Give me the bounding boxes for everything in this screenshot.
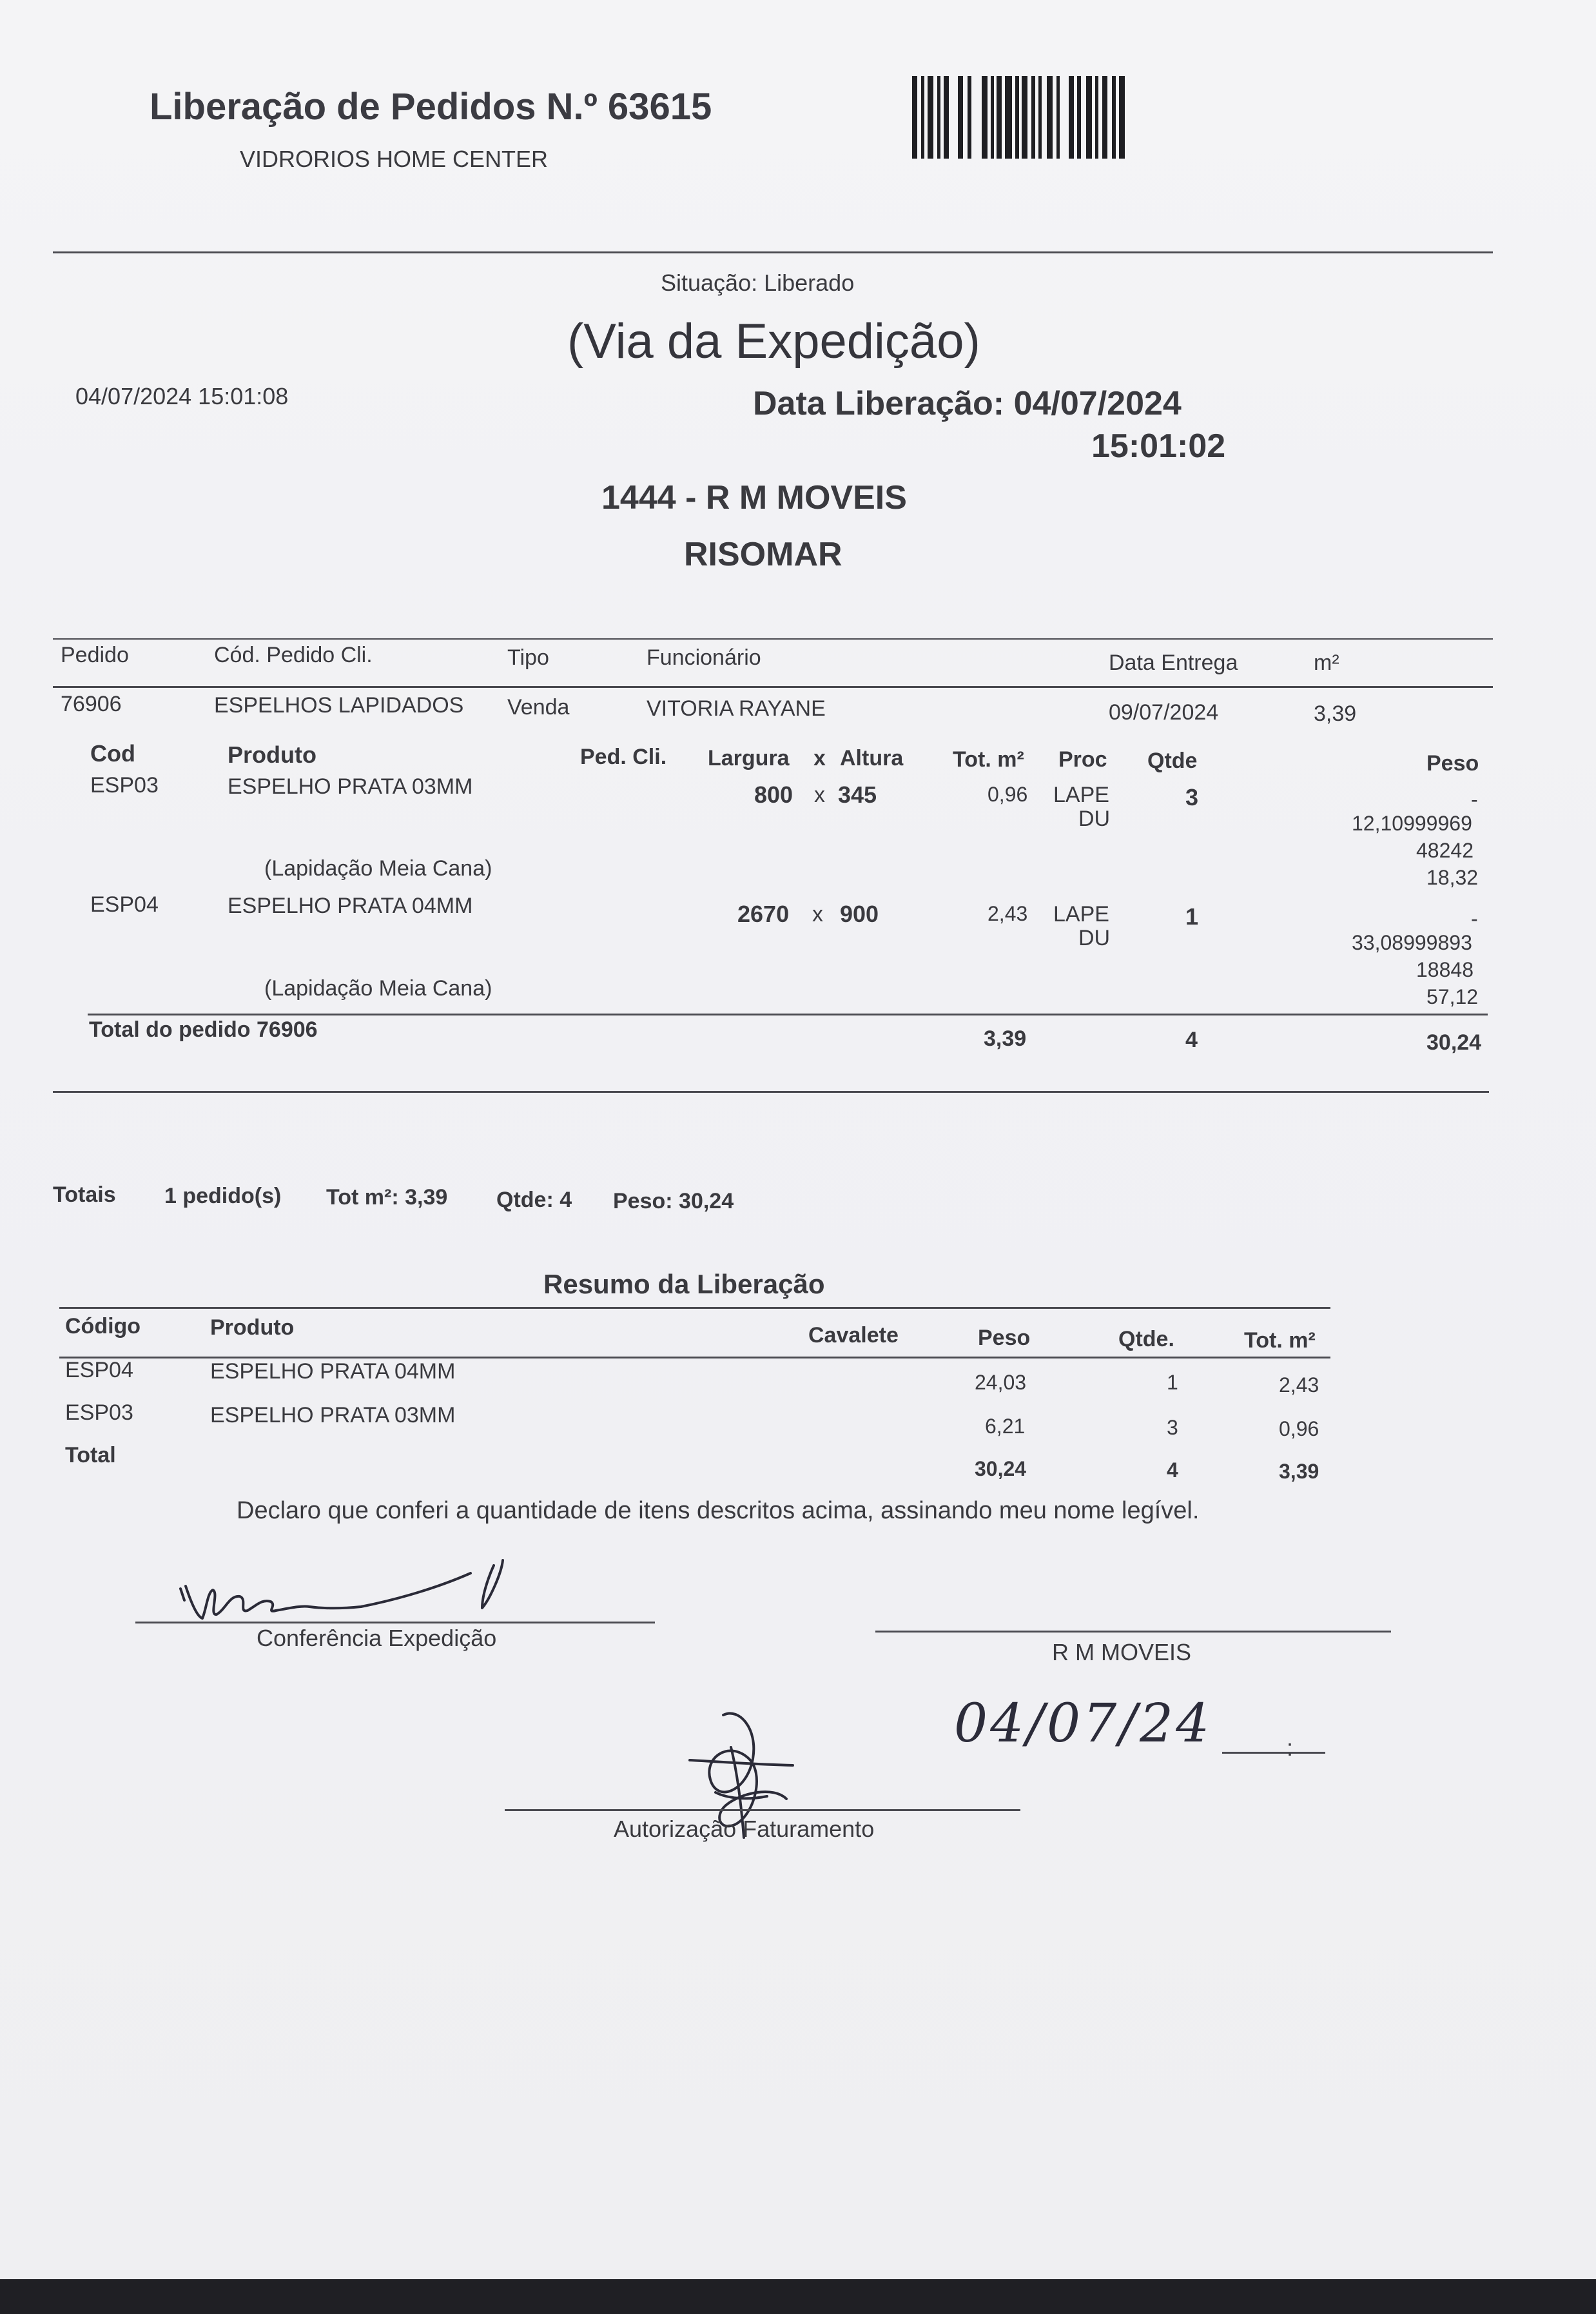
resumo-title: Resumo da Liberação [543,1269,825,1299]
item-proc-2: DU [1078,807,1111,831]
col-data-entrega: Data Entrega [1109,651,1238,675]
totais-m2: Tot m²: 3,39 [326,1185,448,1210]
header-divider [53,251,1493,253]
col-cod: Cod [90,740,135,767]
resumo-col-codigo: Código [65,1314,141,1338]
item-qtde: 1 [1185,903,1199,930]
totais-qtde: Qtde: 4 [496,1188,572,1212]
resumo-peso: 24,03 [975,1371,1027,1394]
items-total-line [88,1014,1488,1015]
pedido-table-top-line [53,638,1493,640]
item-proc: LAPE [1053,783,1109,807]
company-name: VIDRORIOS HOME CENTER [240,146,549,172]
data-liberacao: Data Liberação: 04/07/2024 [753,385,1182,422]
col-produto: Produto [228,741,316,768]
cliente-contato: RISOMAR [684,536,842,573]
pedido-m2: 3,39 [1314,701,1357,726]
resumo-total-peso: 30,24 [975,1457,1027,1480]
resumo-tot-m2: 2,43 [1279,1373,1319,1397]
item-cod: ESP03 [90,773,159,798]
total-pedido-m2: 3,39 [984,1026,1027,1051]
col-peso: Peso [1426,751,1479,776]
conferencia-label: Conferência Expedição [257,1625,497,1651]
cod-pedido-cli: ESPELHOS LAPIDADOS [214,693,464,718]
resumo-top-line [59,1307,1330,1309]
item-cod: ESP04 [90,892,159,917]
hora-liberacao: 15:01:02 [1091,427,1226,465]
item-peso-dash: - [1471,907,1478,930]
resumo-col-produto: Produto [210,1315,295,1340]
resumo-total-m2: 3,39 [1279,1460,1319,1483]
funcionario: VITORIA RAYANE [647,696,826,721]
resumo-produto: ESPELHO PRATA 04MM [210,1359,456,1384]
item-peso: 12,10999969 [1352,812,1472,835]
col-qtde: Qtde [1147,749,1198,773]
cliente-nome: 1444 - R M MOVEIS [601,479,907,516]
conferencia-line [135,1622,655,1623]
item-largura: 800 [754,781,793,808]
total-pedido-label: Total do pedido 76906 [89,1017,318,1042]
totais-peso: Peso: 30,24 [613,1189,734,1213]
item-peso-dash: - [1471,788,1478,811]
autorizacao-label: Autorização Faturamento [614,1816,875,1842]
item-tot-m2: 2,43 [988,902,1028,925]
resumo-total-label: Total [65,1443,116,1467]
situacao-text: Situação: Liberado [661,270,855,296]
col-ped-cli: Ped. Cli. [580,745,667,769]
totais-pedidos: 1 pedido(s) [164,1184,282,1208]
resumo-qtde: 1 [1167,1371,1178,1394]
item-tot-m2: 0,96 [988,783,1028,806]
col-cod-pedido-cli: Cód. Pedido Cli. [214,643,373,667]
autorizacao-line [505,1809,1020,1811]
col-tot-m2: Tot. m² [953,747,1024,772]
resumo-codigo: ESP03 [65,1400,133,1425]
pedido-number: 76906 [61,692,122,716]
col-tipo: Tipo [507,645,549,670]
item-produto: ESPELHO PRATA 04MM [228,894,473,918]
cliente-line [875,1631,1391,1633]
document-title: Liberação de Pedidos N.º 63615 [150,86,712,128]
item-obs: (Lapidação Meia Cana) [264,856,492,881]
tipo: Venda [507,695,570,720]
section-divider [53,1091,1489,1093]
item-largura: 2670 [737,901,790,927]
handwritten-date: 04/07/24 [954,1693,1212,1754]
pedido-header-line [53,686,1493,688]
resumo-codigo: ESP04 [65,1358,133,1382]
item-proc: LAPE [1053,902,1109,927]
col-x: x [813,746,826,770]
date-line-suffix: : [1287,1734,1294,1761]
resumo-peso: 6,21 [985,1415,1026,1438]
resumo-header-line [59,1357,1330,1358]
barcode [912,76,1125,159]
resumo-qtde: 3 [1167,1416,1178,1439]
item-altura: 345 [838,781,877,808]
item-altura: 900 [840,901,879,927]
col-proc: Proc [1058,747,1107,772]
resumo-col-peso: Peso [978,1326,1031,1350]
col-altura: Altura [840,746,904,770]
cliente-signature-label: R M MOVEIS [1052,1639,1192,1665]
item-peso-cont: 48242 [1416,839,1474,862]
resumo-produto: ESPELHO PRATA 03MM [210,1403,456,1427]
item-proc-2: DU [1078,926,1111,950]
item-qtde: 3 [1185,784,1199,810]
print-datetime: 04/07/2024 15:01:08 [75,383,289,409]
resumo-col-tot-m2: Tot. m² [1244,1328,1316,1353]
conferencia-signature [168,1554,606,1631]
resumo-col-qtde: Qtde. [1118,1327,1174,1351]
col-funcionario: Funcionário [647,645,761,670]
resumo-col-cavalete: Cavalete [808,1323,899,1348]
item-peso: 33,08999893 [1352,931,1472,954]
resumo-tot-m2: 0,96 [1279,1417,1319,1440]
date-line [1222,1752,1325,1754]
item-peso-total: 18,32 [1426,866,1479,889]
total-pedido-qtde: 4 [1185,1028,1198,1052]
total-pedido-peso: 30,24 [1426,1030,1482,1055]
resumo-total-qtde: 4 [1167,1458,1178,1482]
totais-label: Totais [53,1182,116,1207]
item-obs: (Lapidação Meia Cana) [264,976,492,1001]
item-peso-total: 57,12 [1426,985,1479,1008]
scanner-edge [0,2279,1596,2314]
declaracao-text: Declaro que conferi a quantidade de itens descritos acima, assinando meu nome legível. [237,1497,1200,1524]
col-pedido: Pedido [61,643,129,667]
via-title: (Via da Expedição) [567,314,980,369]
item-produto: ESPELHO PRATA 03MM [228,774,473,799]
data-entrega: 09/07/2024 [1109,700,1219,725]
col-largura: Largura [708,746,790,770]
col-m2: m² [1314,651,1339,675]
item-x: x [814,783,825,807]
item-peso-cont: 18848 [1416,958,1474,981]
item-x: x [812,902,823,927]
